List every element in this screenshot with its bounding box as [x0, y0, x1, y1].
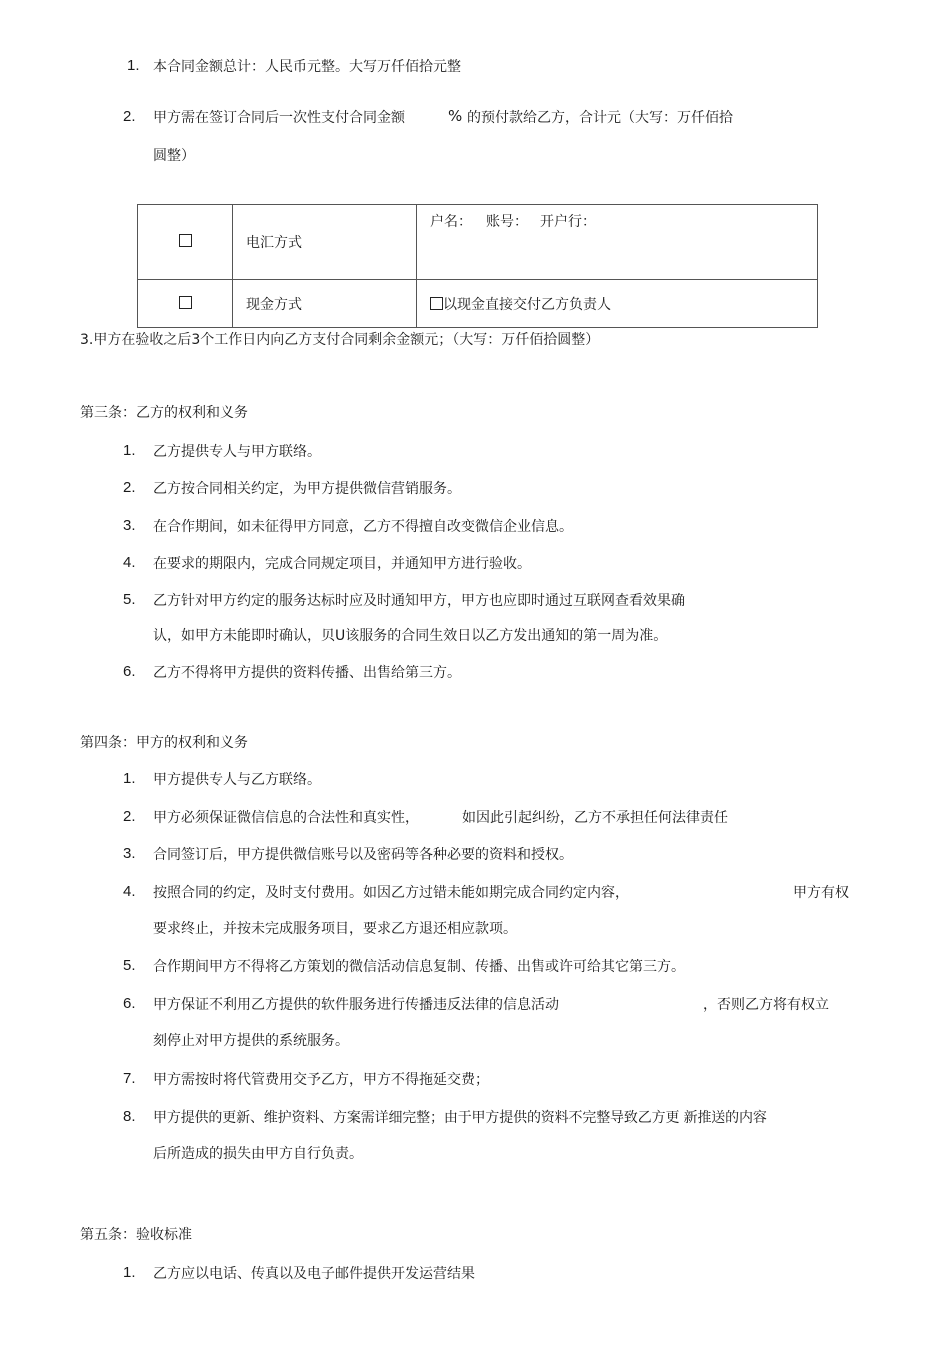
list-number: 5.: [123, 957, 136, 974]
list-number: 5.: [123, 591, 136, 608]
list-number: 6.: [123, 995, 136, 1012]
list-number: 6.: [123, 663, 136, 680]
percent-sign: %: [448, 107, 463, 125]
list-item: 乙方应以电话、传真以及电子邮件提供开发运营结果: [153, 1266, 475, 1282]
list-item: 甲方提供的更新、维护资料、方案需详细完整；由于甲方提供的资料不完整导致乙方更 新推送的内容: [153, 1110, 767, 1126]
list-number: 3.: [123, 517, 136, 534]
list-number: 2.: [123, 108, 136, 125]
list-number: 8.: [123, 1108, 136, 1125]
list-item-cont: 认，如甲方未能即时确认，贝U该服务的合同生效日以乙方发出通知的第一周为准。: [153, 628, 668, 644]
account-name-label: 户名：: [430, 214, 472, 230]
list-item: 乙方不得将甲方提供的资料传播、出售给第三方。: [153, 665, 461, 681]
list-number: 1.: [123, 1264, 136, 1281]
list-number: 2.: [123, 808, 136, 825]
list-item: 合同签订后，甲方提供微信账号以及密码等各种必要的资料和授权。: [153, 847, 573, 863]
list-item: 合作期间甲方不得将乙方策划的微信活动信息复制、传播、出售或许可给其它第三方。: [153, 959, 685, 975]
list-item: 乙方针对甲方约定的服务达标时应及时通知甲方，甲方也应即时通过互联网查看效果确: [153, 593, 685, 609]
cash-label: 现金方式: [233, 280, 417, 328]
list-item-part-b: ，否则乙方将有权立: [703, 997, 829, 1013]
section-title-party-a: 第四条：甲方的权利和义务: [80, 735, 248, 751]
list-item: 按照合同的约定，及时支付费用。如因乙方过错未能如期完成合同约定内容，: [153, 885, 629, 901]
account-info-cell: [417, 205, 818, 280]
prepayment-text-cont: 圆整）: [153, 148, 195, 164]
list-item-part-b: 甲方有权: [793, 885, 849, 901]
list-number: 3.: [123, 845, 136, 862]
wire-transfer-checkbox[interactable]: [179, 234, 192, 247]
checkbox-cell: [138, 205, 233, 280]
list-item: 甲方必须保证微信信息的合法性和真实性，: [153, 810, 419, 826]
section-title-acceptance: 第五条：验收标准: [80, 1227, 192, 1243]
final-payment-text: 3.甲方在验收之后3个工作日内向乙方支付合同剩余金额元；（大写：万仟佰拾圆整）: [80, 332, 600, 348]
list-item: 在合作期间，如未征得甲方同意，乙方不得擅自改变微信企业信息。: [153, 519, 573, 535]
list-item: 乙方提供专人与甲方联络。: [153, 444, 321, 460]
list-number: 4.: [123, 883, 136, 900]
list-number: 4.: [123, 554, 136, 571]
bank-label: 开户行：: [540, 214, 596, 230]
list-item: 甲方提供专人与乙方联络。: [153, 772, 321, 788]
prepayment-text-b: 的预付款给乙方，合计元（大写：万仟佰拾: [467, 110, 733, 126]
list-number: 2.: [123, 479, 136, 496]
list-item: 在要求的期限内，完成合同规定项目，并通知甲方进行验收。: [153, 556, 531, 572]
list-item: 乙方按合同相关约定，为甲方提供微信营销服务。: [153, 481, 461, 497]
list-item-cont: 后所造成的损失由甲方自行负责。: [153, 1146, 363, 1162]
cash-detail-text: 以现金直接交付乙方负责人: [443, 296, 611, 313]
list-number: 1.: [123, 442, 136, 459]
list-number: 7.: [123, 1070, 136, 1087]
list-number: 1.: [127, 57, 140, 74]
prepayment-text-a: 甲方需在签订合同后一次性支付合同金额: [153, 110, 405, 126]
cash-detail-cell: [417, 280, 818, 328]
list-item-cont: 要求终止，并按未完成服务项目，要求乙方退还相应款项。: [153, 921, 517, 937]
contract-amount-text: 本合同金额总计：人民币元整。大写万仟佰拾元整: [153, 59, 461, 75]
list-item-part-b: 如因此引起纠纷，乙方不承担任何法律责任: [462, 810, 728, 826]
list-item: 甲方需按时将代管费用交予乙方，甲方不得拖延交费；: [153, 1072, 489, 1088]
cash-direct-checkbox[interactable]: [430, 297, 443, 310]
checkbox-cell: [138, 280, 233, 328]
cash-checkbox[interactable]: [179, 296, 192, 309]
list-item: 甲方保证不利用乙方提供的软件服务进行传播违反法律的信息活动: [153, 997, 559, 1013]
list-number: 1.: [123, 770, 136, 787]
list-item-cont: 刻停止对甲方提供的系统服务。: [153, 1033, 349, 1049]
wire-transfer-label: 电汇方式: [233, 205, 417, 280]
payment-method-table: [137, 204, 818, 328]
account-no-label: 账号：: [486, 214, 528, 230]
section-title-party-b: 第三条：乙方的权利和义务: [80, 405, 248, 421]
